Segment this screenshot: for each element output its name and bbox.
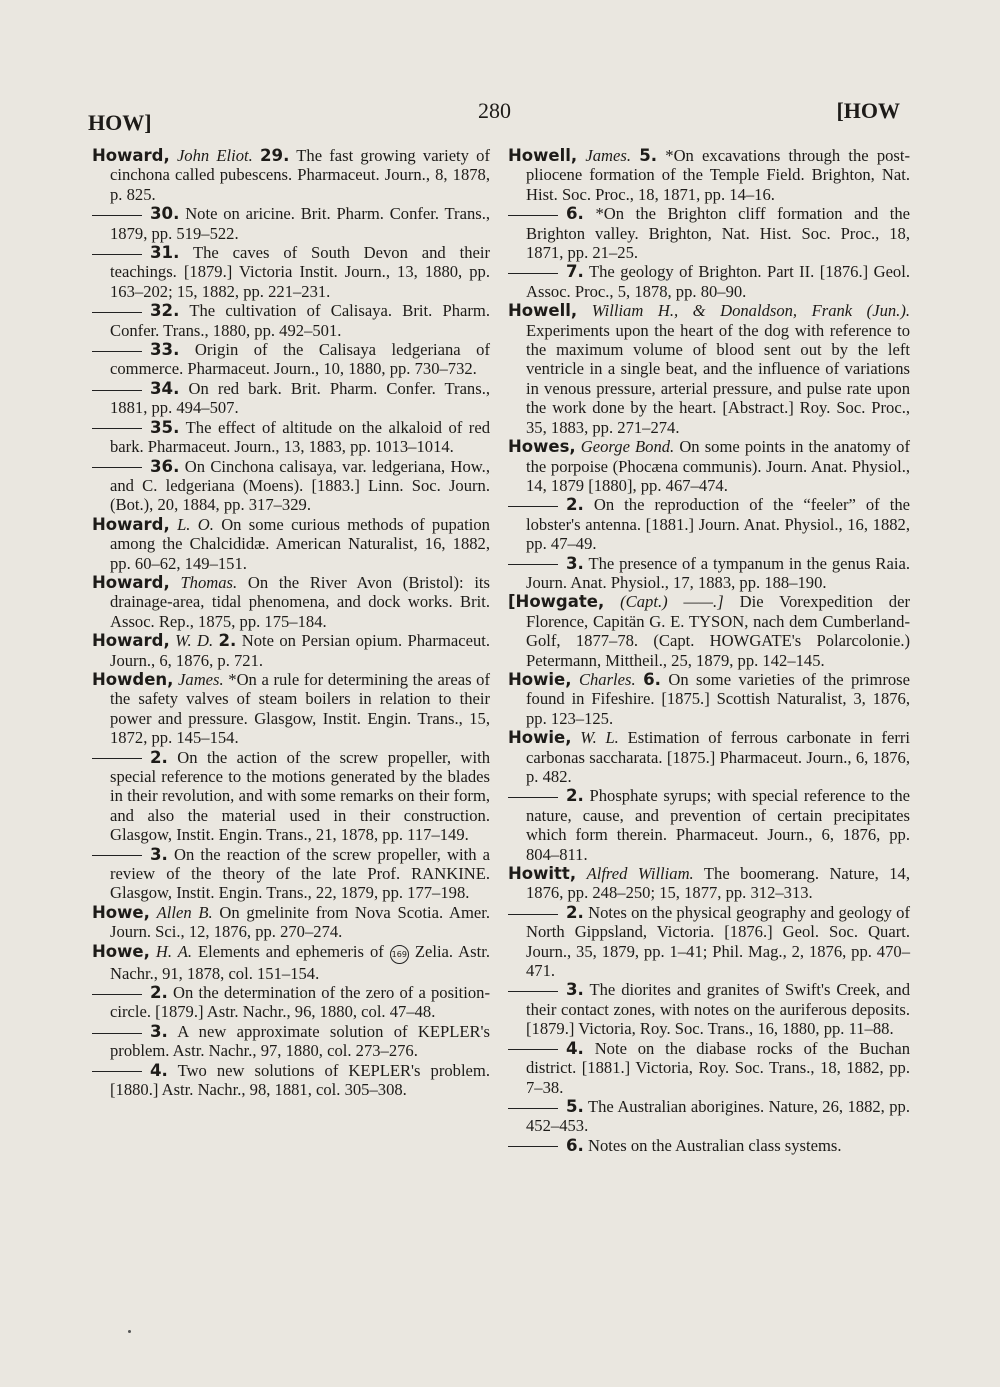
entry-text: On the River Avon (Bristol): its drainage-area, tidal phenomena, and dock works. Brit. Assoc. Rep., 1875, pp. 175–184.	[110, 572, 491, 631]
entry-text: Elements and ephemeris of	[198, 941, 384, 961]
ditto-dash	[508, 564, 558, 565]
ditto-dash	[508, 506, 558, 507]
author-surname: Howell,	[508, 301, 578, 321]
bibliography-entry	[508, 980, 910, 1038]
entry-text: Note on the diabase rocks of the Buchan district. [1881.] Victoria, Roy. Soc. Trans., 18, 1882, pp. 7–38.	[526, 1038, 910, 1097]
ditto-dash	[508, 991, 558, 992]
bibliography-entry	[92, 515, 490, 573]
author-surname: Howard,	[92, 146, 170, 165]
right-column	[508, 146, 910, 1155]
entry-number: 2.	[218, 631, 237, 651]
running-head-right: [HOW	[836, 98, 900, 123]
bibliography-entry	[508, 670, 910, 728]
entry-number: 3.	[566, 980, 584, 1000]
entry-text: Die Vorexpedition der Florence, Capitän G. E. TYSON, nach dem Cumberland-Golf, 1877–78. (Capt. HOWGATE's Polarcolonie.) Petermann, Mittheil., 25, 1879, pp. 142–145.	[526, 592, 910, 670]
bibliography-entry	[92, 146, 490, 204]
entry-number: 4.	[566, 1038, 584, 1058]
author-surname: Howes,	[508, 437, 576, 457]
ditto-dash	[508, 1146, 558, 1147]
author-forename: James.	[585, 146, 631, 165]
entry-text: A new approximate solution of KEPLER's problem. Astr. Nachr., 97, 1880, col. 273–276.	[110, 1021, 491, 1061]
bibliography-entry	[508, 437, 910, 495]
author-surname: Howard,	[92, 514, 170, 534]
bibliography-entry	[92, 903, 490, 942]
entry-number: 7.	[566, 262, 584, 282]
entry-text: On the reaction of the screw propeller, with a review of the theory of the late Prof. RANKINE. Glasgow, Instit. Engin. Trans., 22, 1879, pp. 177–198.	[110, 844, 490, 903]
bibliography-entry	[92, 631, 490, 670]
entry-text: The geology of Brighton. Part II. [1876.] Geol. Assoc. Proc., 5, 1878, pp. 80–90.	[526, 262, 910, 301]
bibliography-entry	[508, 204, 910, 262]
entry-text: *On a rule for determining the areas of the safety valves of steam boilers in relation to their power and pressure. Glasgow, Instit. Engin. Trans., 15, 1872, pp. 145–154.	[110, 669, 491, 748]
ditto-dash	[508, 914, 558, 915]
author-forename: Thomas.	[180, 572, 238, 592]
entry-text: On some curious methods of pupation among the Chalcididæ. American Naturalist, 16, 1882, pp. 60–62, 149–151.	[110, 514, 490, 573]
bibliography-entry	[508, 301, 910, 437]
entry-text: On the determination of the zero of a position-circle. [1879.] Astr. Nachr., 96, 1880, col. 47–48.	[110, 983, 490, 1022]
entry-number: 30.	[150, 204, 180, 224]
entry-text: Notes on the Australian class systems.	[588, 1135, 842, 1155]
entry-text: On Cinchona calisaya, var. ledgeriana, How., and C. ledgeriana (Moens). [1883.] Linn. Soc. Journ. (Bot.), 20, 1884, pp. 317–329.	[110, 456, 490, 515]
entry-number: 2.	[150, 747, 168, 767]
bibliography-entry	[508, 1097, 910, 1136]
entry-text: The caves of South Devon and their teachings. [1879.] Victoria Instit. Journ., 13, 1880, pp. 163–202; 15, 1882, pp. 221–231.	[110, 243, 490, 301]
ditto-dash	[508, 1049, 558, 1050]
entry-number: 31.	[150, 243, 180, 263]
author-surname: Howell,	[508, 146, 578, 165]
bibliography-entry	[92, 457, 490, 515]
entry-number: 32.	[150, 301, 180, 321]
ditto-dash	[92, 467, 142, 468]
entry-text: The presence of a tympanum in the genus Raia. Journ. Anat. Physiol., 17, 1883, pp. 188–190.	[526, 553, 910, 592]
author-forename: L. O.	[177, 514, 214, 534]
bibliography-entry	[92, 983, 490, 1022]
bibliography-entry	[92, 1061, 490, 1100]
author-forename: William H., & Donaldson, Frank (Jun.).	[591, 301, 910, 321]
ditto-dash	[92, 758, 142, 759]
entry-number: 5.	[566, 1096, 584, 1116]
ditto-dash	[508, 1108, 558, 1109]
ditto-dash	[508, 215, 558, 216]
bibliography-entry	[92, 748, 490, 845]
author-surname: Howden,	[92, 669, 174, 689]
bibliography-entry	[92, 845, 490, 903]
ditto-dash	[92, 390, 142, 391]
bibliography-entry	[508, 864, 910, 903]
page-number: 280	[478, 98, 511, 123]
author-surname: Howe,	[92, 902, 150, 922]
bibliography-entry	[92, 418, 490, 457]
ditto-dash	[92, 215, 142, 216]
bibliography-entry	[92, 573, 490, 631]
entry-number: 3.	[150, 844, 168, 864]
author-forename: George Bond.	[580, 437, 675, 457]
page-speck	[128, 1330, 131, 1333]
ditto-dash	[92, 1033, 142, 1034]
entry-text: The fast growing variety of cinchona called pubescens. Pharmaceut. Journ., 8, 1878, p. 825.	[110, 146, 490, 204]
bibliography-entry	[508, 146, 910, 204]
entry-number: 33.	[150, 340, 180, 360]
entry-text: The Australian aborigines. Nature, 26, 1882, pp. 452–453.	[526, 1096, 910, 1136]
author-forename: Allen B.	[156, 902, 213, 922]
entry-text: Notes on the physical geography and geology of North Gippsland, Victoria. [1876.] Geol. Soc. Quart. Journ., 35, 1879, pp. 1–41; Phil. Mag., 2, 1876, pp. 470–471.	[526, 902, 910, 981]
author-forename: James.	[178, 669, 224, 689]
entry-number: 34.	[150, 378, 180, 398]
entry-text: Phosphate syrups; with special reference to the nature, cause, and prevention of certain precipitates which form therein. Pharmaceut. Journ., 6, 1876, pp. 804–811.	[526, 786, 910, 864]
author-surname: Howard,	[92, 631, 170, 651]
bibliography-entry	[508, 786, 910, 864]
entry-text: Note on aricine. Brit. Pharm. Confer. Trans., 1879, pp. 519–522.	[110, 204, 491, 243]
ditto-dash	[92, 254, 142, 255]
author-forename: Alfred William.	[586, 864, 694, 884]
ditto-dash	[508, 273, 558, 274]
entry-number: 6.	[643, 669, 661, 689]
entry-number: 3.	[150, 1021, 168, 1041]
bibliography-entry	[508, 495, 910, 553]
author-forename: W. D.	[175, 631, 214, 651]
ditto-dash	[92, 312, 142, 313]
left-column	[92, 146, 490, 1100]
bibliography-entry	[92, 379, 490, 418]
author-surname: [Howgate,	[508, 592, 605, 612]
ditto-dash	[92, 1071, 142, 1072]
ditto-dash	[92, 994, 142, 995]
bibliography-entry	[92, 942, 490, 983]
entry-text: Note on Persian opium. Pharmaceut. Journ., 6, 1876, p. 721.	[110, 631, 491, 670]
entry-number: 3.	[566, 553, 584, 573]
entry-number: 2.	[566, 495, 584, 515]
bibliography-entry	[92, 340, 490, 379]
entry-number: 2.	[566, 902, 584, 922]
entry-text: The effect of altitude on the alkaloid of red bark. Pharmaceut. Journ., 13, 1883, pp. 1013–1014.	[110, 417, 490, 457]
ditto-dash	[92, 855, 142, 856]
bibliography-entry	[508, 1039, 910, 1097]
entry-number: 2.	[150, 983, 168, 1003]
bibliography-entry	[92, 1022, 490, 1061]
running-head-left: HOW]	[88, 110, 152, 135]
entry-text: Origin of the Calisaya ledgeriana of commerce. Pharmaceut. Journ., 10, 1880, pp. 730–732.	[110, 340, 490, 379]
entry-text: On gmelinite from Nova Scotia. Amer. Journ. Sci., 12, 1876, pp. 270–274.	[110, 902, 490, 942]
author-surname: Howie,	[508, 728, 572, 748]
author-surname: Howie,	[508, 669, 572, 689]
bibliography-entry	[508, 1136, 910, 1155]
entry-text: On the action of the screw propeller, with special reference to the motions generated by the blades in their revolution, and with some remarks on their form, and also the material used in their construction. Glasgow, Instit. Engin. Trans., 21, 1878, pp. 117–149.	[110, 747, 490, 845]
entry-number: 29.	[259, 146, 290, 165]
author-forename: (Capt.) ——.]	[620, 592, 724, 612]
bibliography-entry	[508, 262, 910, 301]
entry-text: Two new solutions of KEPLER's problem. [1880.] Astr. Nachr., 98, 1881, col. 305–308.	[110, 1060, 490, 1100]
author-surname: Howe,	[92, 941, 150, 961]
author-surname: Howard,	[92, 572, 170, 592]
author-forename: Charles.	[578, 669, 636, 689]
bibliography-entry	[508, 592, 910, 670]
entry-text: On red bark. Brit. Pharm. Confer. Trans., 1881, pp. 494–507.	[110, 378, 490, 418]
bibliography-entry	[92, 301, 490, 340]
bibliography-entry	[508, 903, 910, 981]
bibliography-entry	[92, 243, 490, 301]
entry-text: *On excavations through the post-pliocene formation of the Temple Field. Brighton, Nat. Hist. Soc. Proc., 18, 1871, pp. 14–16.	[526, 146, 911, 204]
entry-number: 2.	[566, 786, 584, 806]
author-surname: Howitt,	[508, 864, 577, 884]
entry-text: The boomerang. Nature, 14, 1876, pp. 248–250; 15, 1877, pp. 312–313.	[526, 864, 910, 903]
ditto-dash	[92, 428, 142, 429]
entry-text: On the reproduction of the “feeler” of the lobster's antenna. [1881.] Journ. Anat. Physiol., 16, 1882, pp. 47–49.	[526, 495, 910, 554]
asteroid-number-circle: 169	[390, 945, 409, 964]
entry-text: On some points in the anatomy of the porpoise (Phocæna communis). Journ. Anat. Physiol., 14, 1879 [1880], pp. 467–474.	[526, 437, 910, 495]
author-forename: John Eliot.	[176, 146, 253, 165]
bibliography-entry	[92, 204, 490, 243]
entry-text-continued: Zelia. Astr. Nachr., 91, 1878, col. 151–154.	[110, 941, 490, 983]
entry-text: Experiments upon the heart of the dog with reference to the maximum volume of blood sent out by the left ventricle in a single beat, and the influence of variations in venous pressure, arterial pressure, and pulse rate upon the work done by the heart. [Abstract.] Roy. Soc. Proc., 35, 1883, pp. 271–274.	[526, 320, 910, 437]
entry-number: 5.	[639, 146, 658, 165]
entry-text: The diorites and granites of Swift's Creek, and their contact zones, with notes on the auriferous deposits. [1879.] Victoria, Roy. Soc. Trans., 16, 1880, pp. 11–88.	[526, 980, 910, 1039]
author-forename: W. L.	[580, 728, 619, 748]
entry-text: *On the Brighton cliff formation and the Brighton valley. Brighton, Nat. Hist. Soc. Proc., 18, 1871, pp. 21–25.	[526, 204, 911, 263]
author-forename: H. A.	[155, 941, 193, 961]
bibliography-entry	[508, 554, 910, 593]
entry-number: 6.	[566, 1135, 584, 1155]
entry-text: On some varieties of the primrose found in Fifeshire. [1875.] Scottish Naturalist, 3, 1876, pp. 123–125.	[526, 669, 910, 728]
entry-number: 35.	[150, 417, 180, 437]
entry-text: The cultivation of Calisaya. Brit. Pharm. Confer. Trans., 1880, pp. 492–501.	[110, 301, 490, 340]
entry-text: Estimation of ferrous carbonate in ferri carbonas saccharata. [1875.] Pharmaceut. Journ., 6, 1876, p. 482.	[526, 728, 910, 786]
bibliography-entry	[508, 728, 910, 786]
ditto-dash	[92, 351, 142, 352]
ditto-dash	[508, 797, 558, 798]
entry-number: 6.	[566, 204, 584, 224]
entry-number: 4.	[150, 1060, 168, 1080]
bibliography-entry	[92, 670, 490, 748]
entry-number: 36.	[150, 456, 180, 476]
